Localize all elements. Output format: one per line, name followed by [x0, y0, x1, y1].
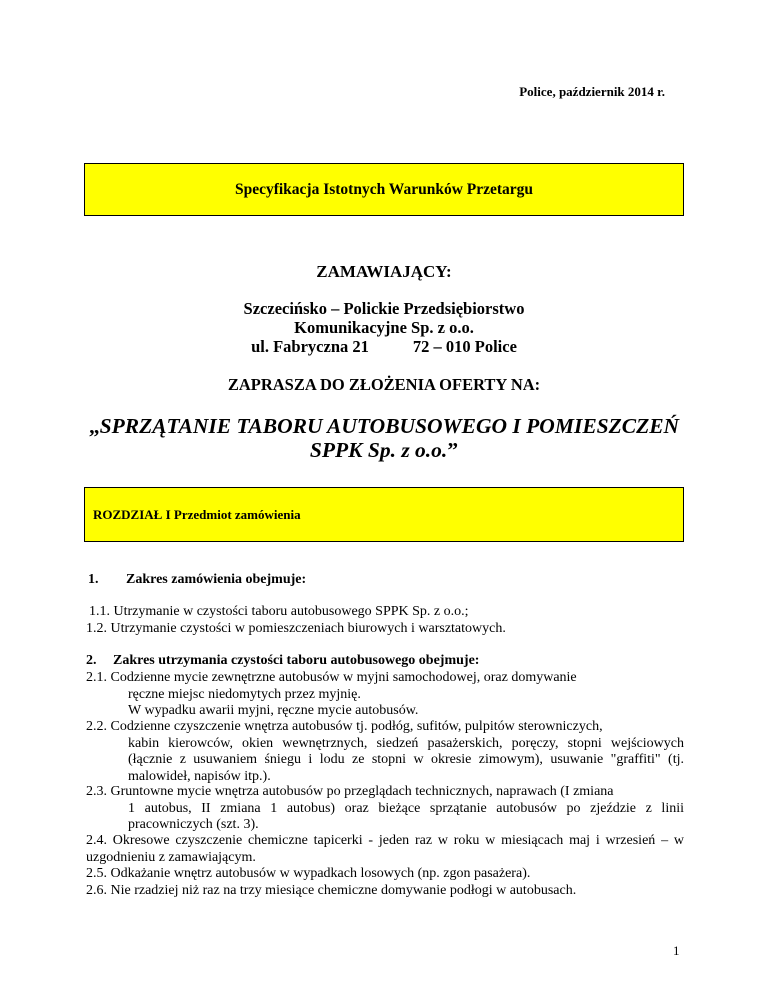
- tender-subject: [0, 414, 768, 462]
- item1-sub2: 1.2. Utrzymanie czystości w pomieszczeniach biurowych i warsztatowych.: [86, 621, 506, 636]
- item1-heading-row: [88, 572, 306, 589]
- ordering-party-label: ZAMAWIAJĄCY:: [316, 262, 452, 281]
- subject-line1: SPRZĄTANIE TABORU AUTOBUSOWEGO I POMIESZCZEŃ: [99, 414, 680, 438]
- company-address: [0, 337, 768, 356]
- place-date: Police, październik 2014 r.: [519, 84, 665, 99]
- p21-note: W wypadku awarii myjni, ręczne mycie autobusów.: [128, 703, 419, 718]
- item1-number: 1.: [88, 572, 99, 587]
- p22-first-line: 2.2. Codzienne czyszczenie wnętrza autobusów tj. podłóg, sufitów, pulpitów sterowniczych,: [86, 719, 603, 734]
- item2-p21: [86, 670, 684, 720]
- item2-heading-row: [86, 653, 479, 670]
- subject-line2: SPPK Sp. z o.o.: [309, 438, 448, 462]
- item2-p23: [86, 784, 684, 834]
- p23-continuation: 1 autobus, II zmiana 1 autobus) oraz bieżące sprzątanie autobusów po zjeździe z linii pracowniczych (szt. 3).: [128, 800, 684, 832]
- p22-continuation: kabin kierowców, okien wewnętrznych, siedzeń pasażerskich, poręczy, stopni wejściowych (łącznie z usuwaniem śniegu i lodu ze stopni w okresie zimowym), usuwanie "graffiti" (tj. malowideł, napisów itp.).: [128, 735, 684, 784]
- item2-p26: 2.6. Nie rzadziej niż raz na trzy miesiące chemiczne domywanie podłogi w autobusach.: [86, 883, 577, 898]
- item2-p24: 2.4. Okresowe czyszczenie chemiczne tapicerki - jeden raz w roku w miesiącach maj i wrzesień – w uzgodnieniu z zamawiającym.: [86, 833, 684, 865]
- p21-continuation: ręczne miejsc niedomytych przez myjnię.: [128, 686, 361, 702]
- page-number: 1: [673, 943, 680, 958]
- item1-sub1: 1.1. Utrzymanie w czystości taboru autobusowego SPPK Sp. z o.o.;: [89, 604, 469, 619]
- ordering-party-details: [0, 299, 768, 356]
- company-name-line2: Komunikacyjne Sp. z o.o.: [294, 318, 474, 337]
- document-title: Specyfikacja Istotnych Warunków Przetargu: [234, 180, 534, 198]
- company-street: ul. Fabryczna 21: [251, 337, 369, 356]
- item2-p25: 2.5. Odkażanie wnętrz autobusów w wypadkach losowych (np. zgon pasażera).: [86, 866, 531, 881]
- subject-close-quote: ”: [447, 438, 459, 462]
- section-heading: ROZDZIAŁ I Przedmiot zamówienia: [93, 506, 301, 522]
- item2-p22: [86, 719, 684, 785]
- item1-heading: Zakres zamówienia obejmuje:: [126, 572, 307, 587]
- company-name-line1: Szczecińsko – Polickie Przedsiębiorstwo: [243, 299, 525, 318]
- item2-heading: Zakres utrzymania czystości taboru autobusowego obejmuje:: [113, 653, 480, 668]
- subject-open-quote: „: [88, 414, 100, 438]
- section-heading-box: [84, 487, 684, 542]
- p21-first-line: 2.1. Codzienne mycie zewnętrzne autobusów w myjni samochodowej, oraz domywanie: [86, 670, 577, 685]
- company-postcode-city: 72 – 010 Police: [412, 337, 517, 356]
- item2-number: 2.: [86, 653, 97, 668]
- document-title-box: [84, 163, 684, 216]
- invitation-heading: ZAPRASZA DO ZŁOŻENIA OFERTY NA:: [227, 375, 541, 394]
- p23-first-line: 2.3. Gruntowne mycie wnętrza autobusów po przeglądach technicznych, naprawach (I zmiana: [86, 784, 614, 799]
